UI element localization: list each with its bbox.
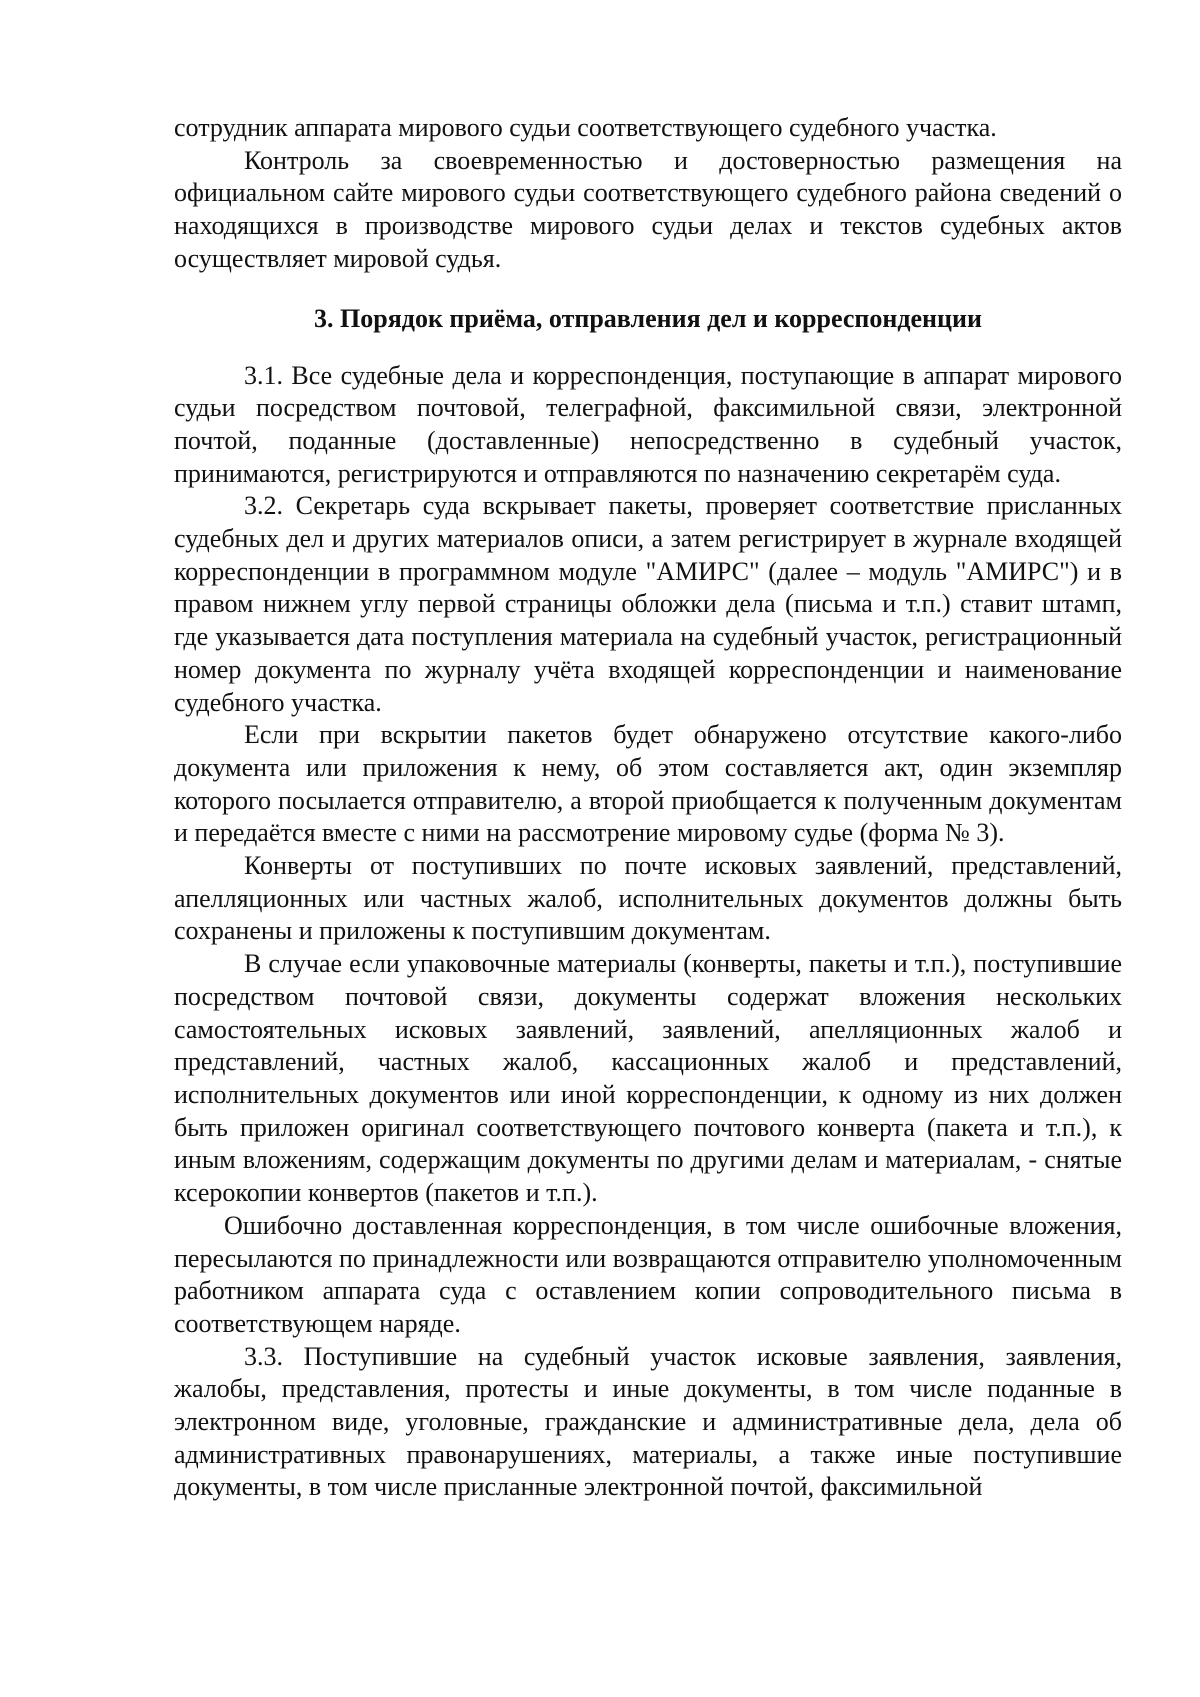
paragraph-continuation: сотрудник аппарата мирового судьи соответствующего судебного участка.	[174, 113, 997, 142]
paragraph-3-3: 3.3. Поступившие на судебный участок исковые заявления, заявления, жалобы, представления, протесты и иные документы, в том числе поданные в электронном виде, уголовные, гражданские и административные дела, дела об административных правонарушениях, материалы, а также иные поступившие документы, в том числе присланные электронной почтой, факсимильной	[174, 1341, 1122, 1502]
document-body	[174, 112, 1122, 1504]
paragraph-packaging: В случае если упаковочные материалы (конверты, пакеты и т.п.), поступившие посредством почтовой связи, документы содержат вложения нескольких самостоятельных исковых заявлений, заявлений, апелляционных жалоб и представлений, частных жалоб, кассационных жалоб и представлений, исполнительных документов или иной корреспонденции, к одному из них должен быть приложен оригинал соответствующего почтового конверта (пакета и т.п.), к иным вложениям, содержащим документы по другими делам и материалам, - снятые ксерокопии конвертов (пакетов и т.п.).	[174, 949, 1122, 1208]
section-heading: 3. Порядок приёма, отправления дел и корреспонденции	[314, 303, 982, 333]
paragraph-3-2: 3.2. Секретарь суда вскрывает пакеты, проверяет соответствие присланных судебных дел и других материалов описи, а затем регистрирует в журнале входящей корреспонденции в программном модуле "АМИРС" (далее – модуль "АМИРС") и в правом нижнем углу первой страницы обложки дела (письма и т.п.) ставит штамп, где указывается дата поступления материала на судебный участок, регистрационный номер документа по журналу учёта входящей корреспонденции и наименование судебного участка.	[174, 491, 1122, 717]
paragraph-misdelivered: Ошибочно доставленная корреспонденция, в том числе ошибочные вложения, пересылаются по принадлежности или возвращаются отправителю уполномоченным работником аппарата суда с оставлением копии сопроводительного письма в соответствующем наряде.	[174, 1210, 1122, 1338]
paragraph-control: Контроль за своевременностью и достоверностью размещения на официальном сайте мирового судьи соответствующего судебного района сведений о находящихся в производстве мирового судьи делах и текстов судебных актов осуществляет мировой судья.	[174, 145, 1122, 273]
paragraph-3-1: 3.1. Все судебные дела и корреспонденция, поступающие в аппарат мирового судьи посредством почтовой, телеграфной, факсимильной связи, электронной почтой, поданные (доставленные) непосредственно в судебный участок, принимаются, регистрируются и отправляются по назначению секретарём суда.	[174, 360, 1122, 488]
paragraph-envelopes: Конверты от поступивших по почте исковых заявлений, представлений, апелляционных или частных жалоб, исполнительных документов должны быть сохранены и приложены к поступившим документам.	[174, 851, 1122, 946]
paragraph-missing-documents: Если при вскрытии пакетов будет обнаружено отсутствие какого-либо документа или приложения к нему, об этом составляется акт, один экземпляр которого посылается отправителю, а второй приобщается к полученным документам и передаётся вместе с ними на рассмотрение мировому судье (форма № 3).	[174, 720, 1122, 848]
